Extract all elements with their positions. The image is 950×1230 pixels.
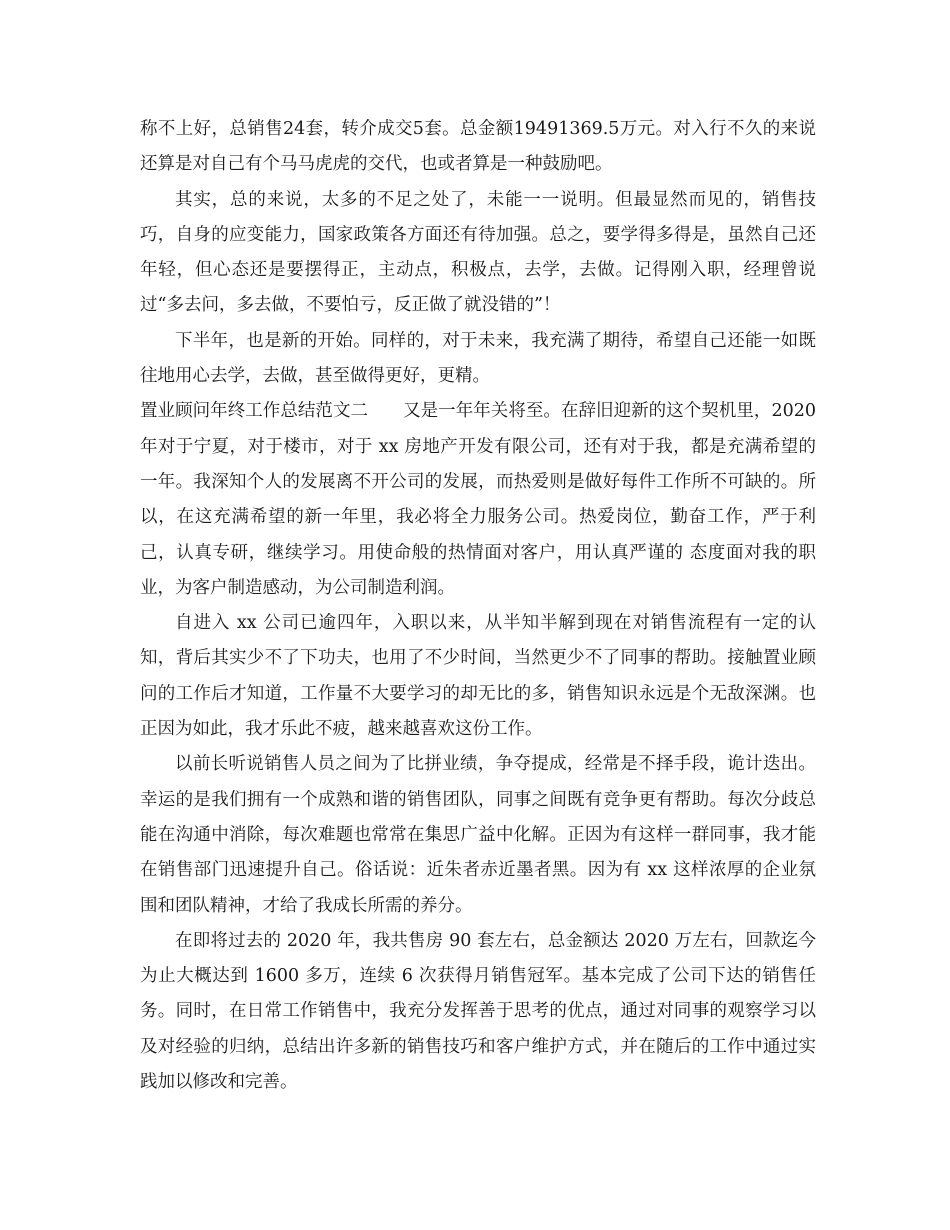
paragraph-6: 以前长听说销售人员之间为了比拼业绩，争夺提成，经常是不择手段，诡计迭出。幸运的是我们拥有一个成熟和谐的销售团队，同事之间既有竞争更有帮助。每次分歧总能在沟通中消除，每次难题也常常在集思广益中化解。正因为有这样一群同事，我才能在销售部门迅速提升自己。俗话说：近朱者赤近墨者黑。因为有 xx 这样浓厚的企业氛围和团队精神，才给了我成长所需的养分。 — [140, 754, 816, 916]
paragraph-3: 下半年，也是新的开始。同样的，对于未来，我充满了期待，希望自己还能一如既往地用心去学，去做，甚至做得更好，更精。 — [140, 330, 816, 387]
paragraph-4-section-heading: 置业顾问年终工作总结范文二 又是一年年关将至。在辞旧迎新的这个契机里，2020 年对于宁夏，对于楼市，对于 xx 房地产开发有限公司，还有对于我，都是充满希望的一年。我深知个人的发展离不开公司的发展，而热爱则是做好每件工作所不可缺的。所以，在这充满希望的新一年里，我必将全力服务公司。热爱岗位，勤奋工作，严于利己，认真专研，继续学习。用使命般的热情面对客户，用认真严谨的 态度面对我的职业，为客户制造感动，为公司制造利润。 — [140, 401, 816, 598]
paragraph-5: 自进入 xx 公司已逾四年，入职以来，从半知半解到现在对销售流程有一定的认知，背后其实少不了下功夫，也用了不少时间，当然更少不了同事的帮助。接触置业顾问的工作后才知道，工作量不大要学习的却无比的多，销售知识永远是个无敌深渊。也正因为如此，我才乐此不疲，越来越喜欢这份工作。 — [140, 613, 816, 740]
paragraph-1: 称不上好，总销售24套，转介成交5套。总金额19491369.5万元。对入行不久的来说还算是对自己有个马马虎虎的交代，也或者算是一种鼓励吧。 — [140, 119, 816, 175]
paragraph-7: 在即将过去的 2020 年，我共售房 90 套左右，总金额达 2020 万左右，回款迄今为止大概达到 1600 多万，连续 6 次获得月销售冠军。基本完成了公司下达的销售任务。同时，在日常工作销售中，我充分发挥善于思考的优点，通过对同事的观察学习以及对经验的归纳，总结出许多新的销售技巧和客户维护方式，并在随后的工作中通过实践加以修改和完善。 — [140, 930, 816, 1093]
paragraph-2: 其实，总的来说，太多的不足之处了，未能一一说明。但最显然而见的，销售技巧，自身的应变能力，国家政策各方面还有待加强。总之，要学得多得是，虽然自己还年轻，但心态还是要摆得正，主动点，积极点，去学，去做。记得刚入职，经理曾说过“多去问，多去做，不要怕亏，反正做了就没错的”！ — [140, 189, 816, 316]
document-body — [140, 112, 816, 1100]
